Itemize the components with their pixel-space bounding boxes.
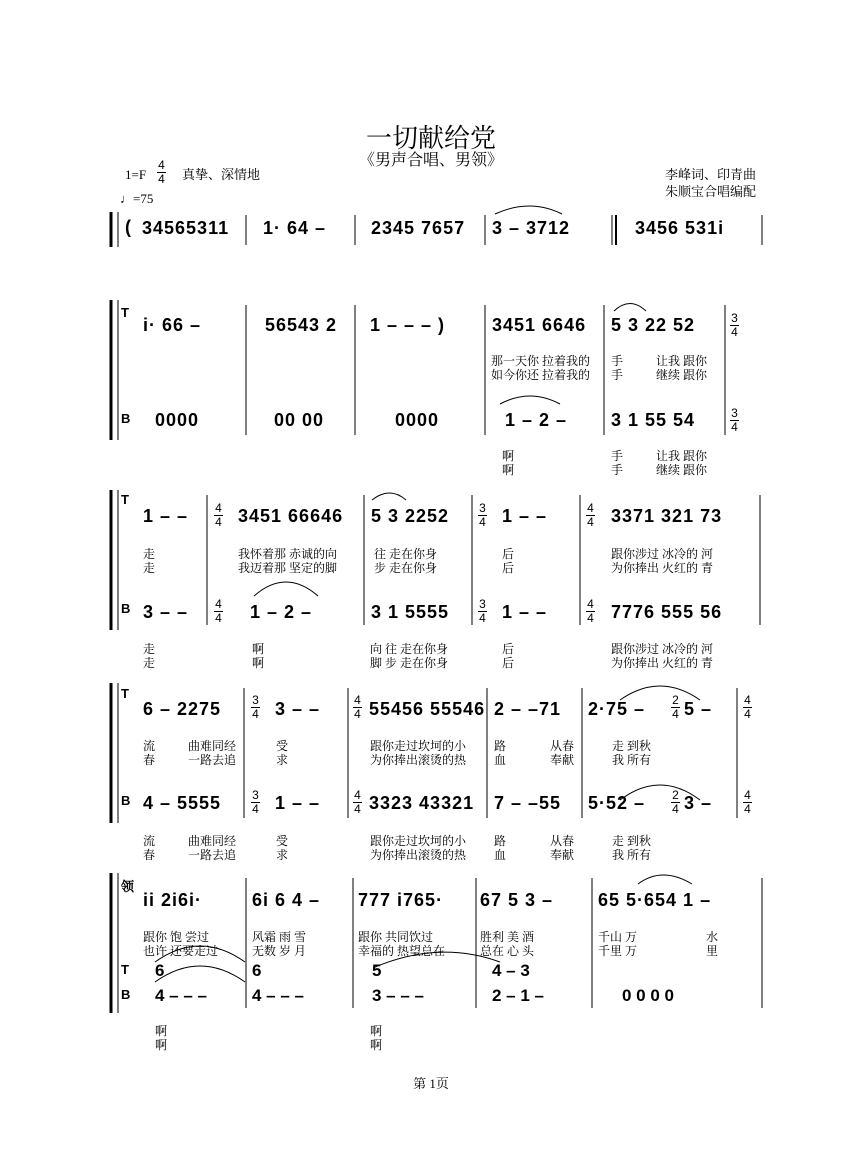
open-paren: ( [125,217,132,237]
s3-tenor-m4: 1 – – [502,506,548,526]
s4-t-lyric: 奉献 [550,753,575,767]
bass-label: B [121,411,131,426]
bass-label: B [121,987,131,1002]
s5-tenor-m4: 4 – 3 [492,961,530,980]
s4-timesig: 2 4 [672,788,679,816]
s2-b-lyric: 手 [611,463,624,477]
s5-lead-lyric: 幸福的 热望总在 [358,944,446,958]
s1-measure-3: 2345 7657 [371,218,466,238]
s3-b-lyric: 跟你涉过 冰冷的 河 [611,642,714,656]
s4-timesig: 3 4 [252,788,259,816]
s3-timesig: 4 4 [215,501,222,529]
s4-b-lyric: 奉献 [550,848,575,862]
s5-lead-lyric: 跟你 饱 尝过 [143,930,210,944]
tempo-mark: ♩=75 [120,191,154,206]
page-number: 第 1页 [413,1076,449,1091]
s3-bass-m2: 1 – 2 – [250,602,313,622]
s5-ah-lyric: 啊 [155,1038,168,1052]
s5-bass-m2: 4 – – – [252,986,304,1005]
s4-t-lyric: 我 所有 [612,753,652,767]
s2-bass-m4: 1 – 2 – [505,410,568,430]
s3-b-lyric: 后 [502,656,515,670]
s4-tenor-m3: 55456 55546 [369,699,486,719]
s2-tenor-m4: 3451 6646 [492,315,587,335]
s5-lead-lyric: 水 [706,930,719,944]
s4-bass-m1: 4 – 5555 [143,793,222,813]
s2-t-lyric: 继续 跟你 [656,368,708,382]
s4-timesig: 3 4 [252,693,259,721]
s5-bass-m1: 4 – – – [155,986,207,1005]
s2-b-lyric: 啊 [502,449,515,463]
s5-tenor-m3: 5 [372,961,382,980]
time-signature: 4 4 [158,158,165,186]
s5-lead-m2: 6i 6 4 – [252,890,321,910]
s3-tenor-m2: 3451 66646 [238,506,344,526]
s3-b-lyric: 向 往 走在你身 [370,642,449,656]
s4-b-lyric: 从春 [550,834,575,848]
song-title: 一切献给党 [365,124,496,153]
s2-bass-m2: 00 00 [274,410,325,430]
s2-bass-m3: 0000 [395,410,440,430]
s3-b-lyric: 为你捧出 火红的 青 [611,656,714,670]
s5-lead-m4: 67 5 3 – [480,890,554,910]
s2-bass-m1: 0000 [155,410,200,430]
s3-t-lyric: 走 [143,547,156,561]
s4-b-lyric: 走 到秋 [612,834,652,848]
s4-bass-m4: 7 – –55 [494,793,562,813]
arranger: 朱顺宝合唱编配 [665,184,757,199]
s3-b-lyric: 脚 步 走在你身 [370,656,449,670]
s4-b-lyric: 血 [494,848,507,862]
s5-bass-m5: 0 0 0 0 [622,986,674,1005]
s5-bass-m4: 2 – 1 – [492,986,544,1005]
s3-bass-m1: 3 – – [143,602,189,622]
s3-timesig: 3 4 [479,501,486,529]
s4-b-lyric: 受 [276,834,289,848]
s4-b-lyric: 流 [143,834,156,848]
expression-mark: 真挚、深情地 [182,167,261,182]
s3-timesig: 4 4 [587,597,594,625]
s3-t-lyric: 往 走在你身 [374,547,438,561]
s4-bass-m5: 5·52 – [588,793,646,813]
s3-t-lyric: 走 [143,561,156,575]
s4-t-lyric: 跟你走过坎坷的小 [370,739,467,753]
s5-lead-lyric: 里 [706,944,719,958]
s3-b-lyric: 啊 [252,642,265,656]
s4-t-lyric: 求 [276,753,289,767]
s4-t-lyric: 曲难同经 [188,739,237,753]
s4-t-lyric: 春 [143,753,156,767]
s3-tenor-m1: 1 – – [143,506,189,526]
s2-b-lyric: 啊 [502,463,515,477]
s3-t-lyric: 为你捧出 火红的 青 [611,561,714,575]
s4-b-lyric: 路 [494,834,507,848]
s4-tenor-m2: 3 – – [275,699,321,719]
s5-tenor-m1: 6 [155,961,165,980]
s1-measure-2: 1· 64 – [263,218,327,238]
s2-t-lyric: 让我 跟你 [656,354,708,368]
s4-b-lyric: 我 所有 [612,848,652,862]
s1-measure-1: 34565311 [142,218,230,238]
lyricist-composer: 李峰词、印青曲 [665,167,757,182]
s3-bass-m4: 1 – – [502,602,548,622]
s2-b-lyric: 继续 跟你 [656,463,708,477]
s5-lead-lyric: 风霜 雨 雪 [252,930,307,944]
s4-t-lyric: 走 到秋 [612,739,652,753]
s5-lead-lyric: 总在 心 头 [480,944,535,958]
s3-t-lyric: 我迈着那 坚定的脚 [238,561,338,575]
tenor-label: T [121,686,129,701]
s2-tenor-m2: 56543 2 [265,315,338,335]
s5-lead-lyric: 千里 万 [598,944,638,958]
s5-ah-lyric: 啊 [370,1024,383,1038]
bass-label: B [121,601,131,616]
s4-timesig: 2 4 [672,693,679,721]
s2-t-lyric: 如今你还 拉着我的 [491,368,591,382]
s4-b-lyric: 求 [276,848,289,862]
bass-label: B [121,793,131,808]
s2-b-lyric: 手 [611,449,624,463]
s5-lead-m5: 65 5·654 1 – [598,890,712,910]
s5-tenor-m2: 6 [252,961,262,980]
s5-lead-lyric: 跟你 共同饮过 [358,930,434,944]
s2-tenor-m1: i· 66 – [143,315,202,335]
s4-t-lyric: 一路去追 [188,753,237,767]
s3-tenor-m5: 3371 321 73 [611,506,723,526]
s3-bass-m3: 3 1 5555 [371,602,450,622]
s4-b-lyric: 为你捧出滚烫的热 [370,848,467,862]
s5-ah-lyric: 啊 [370,1038,383,1052]
s3-b-lyric: 走 [143,656,156,670]
s2-timesig-tenor: 3 4 [731,311,738,339]
s3-tenor-m3: 5 3 2252 [371,506,450,526]
s5-lead-lyric: 也许 还要走过 [143,944,219,958]
s4-t-lyric: 从春 [550,739,575,753]
s2-bass-m5: 3 1 55 54 [611,410,696,430]
s5-lead-m3: 777 i765· [358,890,444,910]
s4-bass-m2: 1 – – [275,793,321,813]
s3-bass-m5: 7776 555 56 [611,602,723,622]
s5-ah-lyric: 啊 [155,1024,168,1038]
s4-b-lyric: 春 [143,848,156,862]
s5-lead-lyric: 千山 万 [598,930,638,944]
s4-bass-m3: 3323 43321 [369,793,475,813]
s4-tenor-m1: 6 – 2275 [143,699,222,719]
s4-t-lyric: 路 [494,739,507,753]
s3-b-lyric: 后 [502,642,515,656]
s5-lead-lyric: 胜利 美 酒 [480,930,535,944]
s2-b-lyric: 让我 跟你 [656,449,708,463]
s5-bass-m3: 3 – – – [372,986,424,1005]
s1-measure-5: 3456 531i [635,218,725,238]
s1-measure-4: 3 – 3712 [492,218,571,238]
s2-t-lyric: 那一天你 拉着我的 [491,354,591,368]
s4-timesig: 4 4 [744,693,751,721]
s3-timesig: 4 4 [215,597,222,625]
s2-t-lyric: 手 [611,354,624,368]
s3-t-lyric: 我怀着那 赤诚的向 [238,547,338,561]
song-subtitle: 《男声合唱、男领》 [358,152,503,169]
s4-b-lyric: 跟你走过坎坷的小 [370,834,467,848]
s4-b-lyric: 曲难同经 [188,834,237,848]
s4-t-lyric: 血 [494,753,507,767]
s3-t-lyric: 后 [502,547,515,561]
s4-tenor-m4: 2 – –71 [494,699,562,719]
s4-timesig: 4 4 [744,788,751,816]
s4-tenor-m5: 2·75 – [588,699,646,719]
s5-lead-lyric: 无数 岁 月 [252,944,307,958]
s3-t-lyric: 跟你涉过 冰冷的 河 [611,547,714,561]
s4-tenor-m6: 5 – [684,699,713,719]
tenor-label: T [121,492,129,507]
s3-b-lyric: 啊 [252,656,265,670]
s4-t-lyric: 受 [276,739,289,753]
s2-t-lyric: 手 [611,368,624,382]
s4-bass-m6: 3 – [684,793,713,813]
s4-timesig: 4 4 [354,788,361,816]
tenor-label: T [121,305,129,320]
s4-b-lyric: 一路去追 [188,848,237,862]
s3-b-lyric: 走 [143,642,156,656]
tenor-label: T [121,962,129,977]
s3-t-lyric: 后 [502,561,515,575]
lead-label: 领 [121,879,135,894]
s2-tenor-m3: 1 – – – ) [370,315,446,335]
key-signature: 1=F [125,167,147,182]
s4-t-lyric: 流 [143,739,156,753]
s2-timesig-bass: 3 4 [731,406,738,434]
s3-timesig: 4 4 [587,501,594,529]
s5-lead-m1: ii 2i6i· [143,890,203,910]
s2-tenor-m5: 5 3 22 52 [611,315,696,335]
s4-timesig: 4 4 [354,693,361,721]
s4-t-lyric: 为你捧出滚烫的热 [370,753,467,767]
s3-timesig: 3 4 [479,597,486,625]
s3-t-lyric: 步 走在你身 [374,561,438,575]
